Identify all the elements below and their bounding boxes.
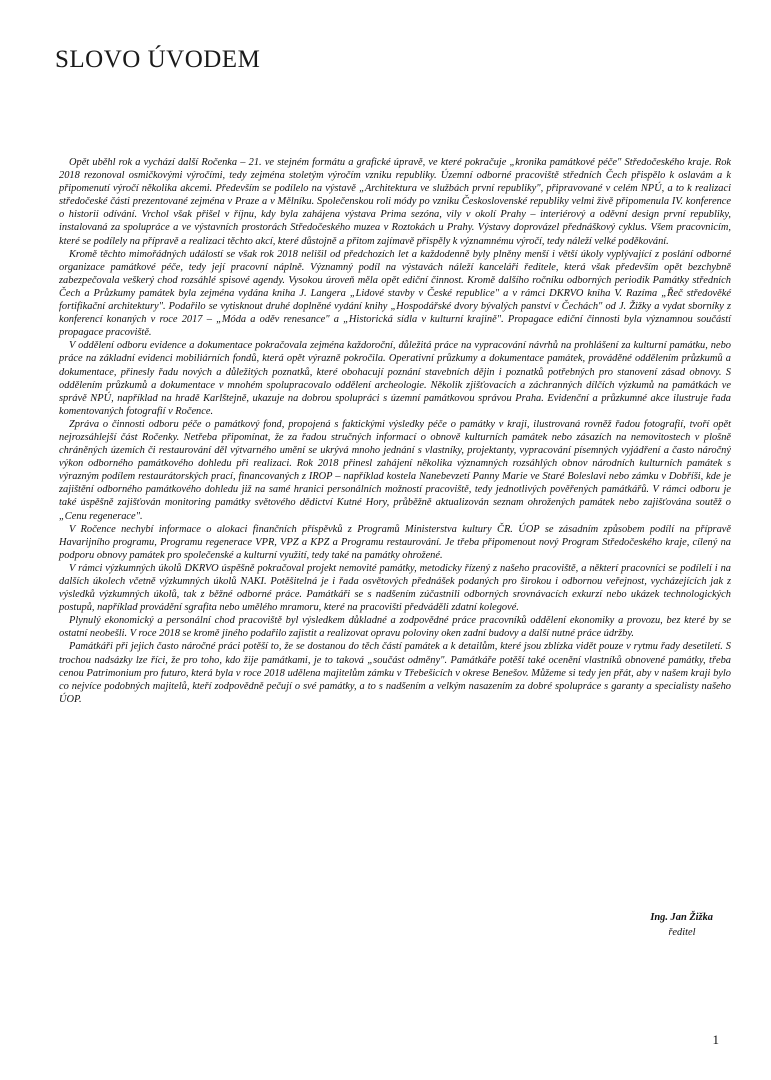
paragraph: Plynulý ekonomický a personální chod pracoviště byl výsledkem důkladné a zodpovědné práce pracovníků oddělení ekonomiky a provozu, bez které by se ostatní neobešli. V roce 2018 se kromě jiného podařilo zajistit a realizovat opravu poloviny oken zadní budovy a další nutné práce údržby.: [59, 615, 731, 640]
paragraph: Zpráva o činnosti odboru péče o památkový fond, propojená s faktickými výsledky péče o památky v kraji, ilustrovaná rovněž řadou fotografií, tvoří opět nejrozsáhlejší část Ročenky. Netřeba připomínat, že za řadou stručných informací o obnově kulturních památek nebo zásazích na nemovitostech v plošně chráněných územích či restaurování děl výtvarného umění se ukrývá mnoho jednání s vlastníky, projektanty, vypracování písemných vyjádření a často náročný výkon odborného památkového dohledu při realizaci. Rok 2018 přinesl zahájení několika významných rozsáhlých obnov národních kulturních památek s výrazným podílem restaurátorských prací, financovaných z IROP – například kostela Nanebevzetí Panny Marie ve Staré Boleslavi nebo zámku v Dobříši, kde je zajištění odborného památkového dohledu již na samé hranici personálních možností pracoviště, tedy jednotlivých pověřených památkářů. V rámci odboru je také úspěšně zajišťován monitoring památky světového dědictví Kutné Hory, průběžně aktualizován seznam ohrožených památek nebo zajišťována soutěž o „Cenu regenerace".: [59, 418, 731, 522]
paragraph: Památkáři při jejich často náročné práci potěší to, že se dostanou do těch částí památek a k detailům, které jsou zblízka vidět pouze v rytmu řady desetiletí. S trochou nadsázky lze říci, že pro toho, kdo žije památkami, je to taková „součást odměny". Památkáře potěší také ocenění vlastníků obnovené památky, třeba cenou Patrimonium pro futuro, která byla v roce 2018 udělena majitelům zámku v Třebešicích v okrese Benešov. Můžeme si tedy jen přát, aby v našem kraji bylo co nejvíce podobných majitelů, kteří zodpovědně pečují o své památky, a to s nadšením a velkým nasazením za dobré spolupráce s garanty a specialisty našeho ÚOP.: [59, 641, 731, 705]
paragraph: V oddělení odboru evidence a dokumentace pokračovala zejména každoroční, důležitá práce na vypracování návrhů na prohlášení za kulturní památku, nebo práce na základní evidenci mobiliárních fondů, která opět výrazně pokročila. Operativní průzkumy a dokumentace památek, prováděné oddělením průzkumů a dokumentace, přinesly řadu nových a důležitých poznatků, které obohacují poznání stavebních dějin i poznatků potřebných pro stanovení zásad obnovy. S oddělením průzkumů a dokumentace v mnohém spolupracovalo oddělení archeologie. Několik zjišťovacích a záchranných dílčích výzkumů na památkách ve správě NPÚ, například na hradě Karlštejně, ukazuje na dobrou spolupráci s územní památkovou správou Praha. Evidenční a průzkumné akce ilustruje řada komentovaných fotografií v Ročence.: [59, 340, 731, 417]
signature-block: [650, 910, 713, 940]
signature-name: Ing. Jan Žižka: [650, 912, 713, 923]
paragraph: Opět uběhl rok a vychází další Ročenka – 21. ve stejném formátu a grafické úpravě, ve které pokračuje „kronika památkové péče" Středočeského kraje. Rok 2018 rezonoval osmičkovými výročími, tedy zejména stoletým výročím vzniku republiky. Územní odborné pracoviště středních Čech přispělo k oslavám a k připomenutí výročí několika akcemi. Především se podílelo na výstavě „Architektura ve službách první republiky", připravované v celém NPÚ, a to k realizaci středočeské části prezentované zejména v Praze a v Mělníku. Společenskou roli módy po vzniku Československé republiky velmi živě připomenula IV. konference o historii odívání. Vrchol však přišel v říjnu, kdy byla zahájena výstava Prima sezóna, vily v okolí Prahy – interiérový a oděvní design první republiky, instalovaná za spolupráce a ve výstavních prostorách Středočeského muzea v Roztokách u Prahy. Výstavy doprovázel přednáškový cyklus. Všem pracovnicím, které se podílely na přípravě a realizaci těchto akcí, které důstojně a přitom zajímavě přispěly k významnému výročí, tedy náleží velké poděkování.: [59, 157, 731, 247]
page-title: SLOVO ÚVODEM: [55, 46, 261, 73]
paragraph: V Ročence nechybí informace o alokaci finančních příspěvků z Programů Ministerstva kultury ČR. ÚOP se zásadním způsobem podílí na přípravě Havarijního programu, Programu regenerace VPR, VPZ a KPZ a Programu restaurování. Je třeba připomenout nový Program Středočeského kraje, cílený na podporu obnovy památek pro společenské a kulturní využití, tedy také na památky ohrožené.: [59, 523, 731, 561]
signature-role: ředitel: [668, 927, 696, 938]
paragraph: Kromě těchto mimořádných událostí se však rok 2018 nelišil od předchozích let a každodenně byly plněny menší i větší úkoly vyplývající z poslání odborné organizace památkové péče, tedy její pracovní náplně. Významný podíl na výstavách náleží kanceláři ředitele, která však především opět bezchybně zabezpečovala veškerý chod rozsáhlé spisové agendy. Vysokou úroveň měla opět ediční činnost. Kromě dalšího ročníku odborných periodik Památky středních Čech a Průzkumy památek byla zejména vydána kniha J. Langera „Lidové stavby v České republice" a v rámci DKRVO kniha V. Razíma „Řeč středověké fortifikační architektury". Podařilo se vytisknout druhé doplněné vydání knihy „Hospodářské dvory bývalých panství v Čechách" od J. Žižky a vydat sborníky z konferencí konaných v roce 2017 – „Móda a oděv renesance" a „Historická sídla v kulturní krajině". Propagace ediční činnosti byla významnou součástí propagace pracoviště.: [59, 248, 731, 339]
foreword-body: [59, 156, 731, 706]
paragraph: V rámci výzkumných úkolů DKRVO úspěšně pokračoval projekt nemovité památky, metodicky řízený z našeho pracoviště, a některí pracovníci se podílelí i na dalších úkolech včetně výzkumných úkolů NAKI. Potěšitelná je i řada osvětových přednášek podaných pro širokou i odbornou veřejnost, vycházejících jak z výsledků výzkumných úkolů, tak z běžné odborné práce. Památkáři se s nadšením zúčastnili odborných srovnávacích exkurzí nebo ukázek technologických postupů, například provádění sgrafita nebo umělého mramoru, které na pracovišti předváděli zdatní kolegové.: [59, 562, 731, 614]
page-number: 1: [712, 1032, 719, 1047]
